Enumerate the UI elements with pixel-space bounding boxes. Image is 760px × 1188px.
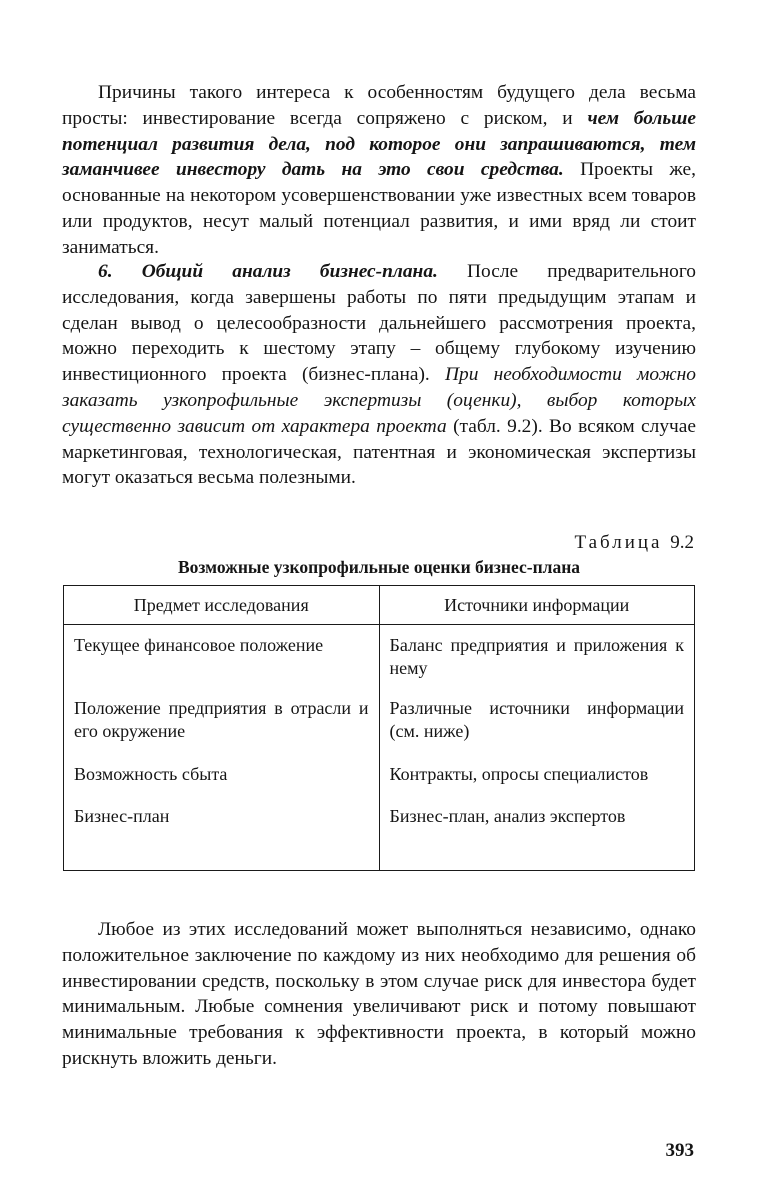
page-number: 393: [665, 1140, 694, 1161]
table-row: [64, 754, 695, 796]
paragraph-business-plan-analysis: [62, 259, 696, 491]
table-row: [64, 688, 695, 754]
table-row: [64, 796, 695, 871]
table-row: [64, 625, 695, 689]
table-cell: Возможность сбыта: [64, 754, 380, 796]
section-heading: 6. Общий анализ бизнес-плана.: [98, 261, 438, 282]
paragraph-text: Причины такого интереса к особенностям будущего дела весьма просты: инвестирование всегда сопряжено с риском, и: [62, 82, 696, 129]
table-title: Возможные узкопрофильные оценки бизнес-плана: [177, 557, 581, 577]
table-label: Таблица 9.2: [574, 532, 694, 553]
emphasized-text: чем больше потенциал развития дела, под которое они запрашиваются, тем заманчивее инвестору дать на это свои средства.: [62, 107, 697, 181]
paragraph-text: После предварительного исследования, когда завершены работы по пяти предыдущим этапам и сделан вывод о целесообразности дальнейшего рассмотрения проекта, можно переходить к шестому этапу – общему глубокому изучению инвестиционного проекта (бизнес-плана).: [62, 261, 696, 386]
table-cell: Положение предприятия в отрасли и его окружение: [64, 688, 380, 754]
table-cell: Контракты, опросы специалистов: [379, 754, 695, 796]
paragraph-investment-interest: [62, 80, 696, 261]
paragraph-text: (табл. 9.2). Во всяком случае маркетинговая, технологическая, патентная и экономическая экспертизы могут оказаться весьма полезными.: [62, 415, 696, 489]
evaluation-table: [63, 585, 695, 871]
column-header: Предмет исследования: [64, 586, 380, 625]
table-cell: Бизнес-план, анализ экспертов: [379, 796, 695, 871]
table-header-row: [64, 586, 695, 625]
table-cell: Баланс предприятия и приложения к нему: [379, 625, 695, 689]
table-cell: Текущее финансовое положение: [64, 625, 380, 689]
table-cell: Бизнес-план: [64, 796, 380, 871]
paragraph-text: Проекты же, основанные на некотором усовершенствовании уже известных всем товаров или продуктов, несут малый потенциал развития, и ими вряд ли стоит заниматься.: [62, 159, 696, 258]
paragraph-text: Любое из этих исследований может выполняться независимо, однако положительное заключение по каждому из них необходимо для решения об инвестировании средств, поскольку в этом случае риск для инвестора будет минимальным. Любые сомнения увеличивают риск и потому повышают минимальные требования к эффективности проекта, в который можно рискнуть вложить деньги.: [62, 919, 696, 1069]
italic-text: При необходимости можно заказать узкопрофильные экспертизы (оценки), выбор которых существенно зависит от характера проекта: [62, 364, 696, 437]
paragraph-independent-studies: [62, 917, 696, 1072]
table-cell: Различные источники информации (см. ниже): [379, 688, 695, 754]
column-header: Источники информации: [379, 586, 695, 625]
